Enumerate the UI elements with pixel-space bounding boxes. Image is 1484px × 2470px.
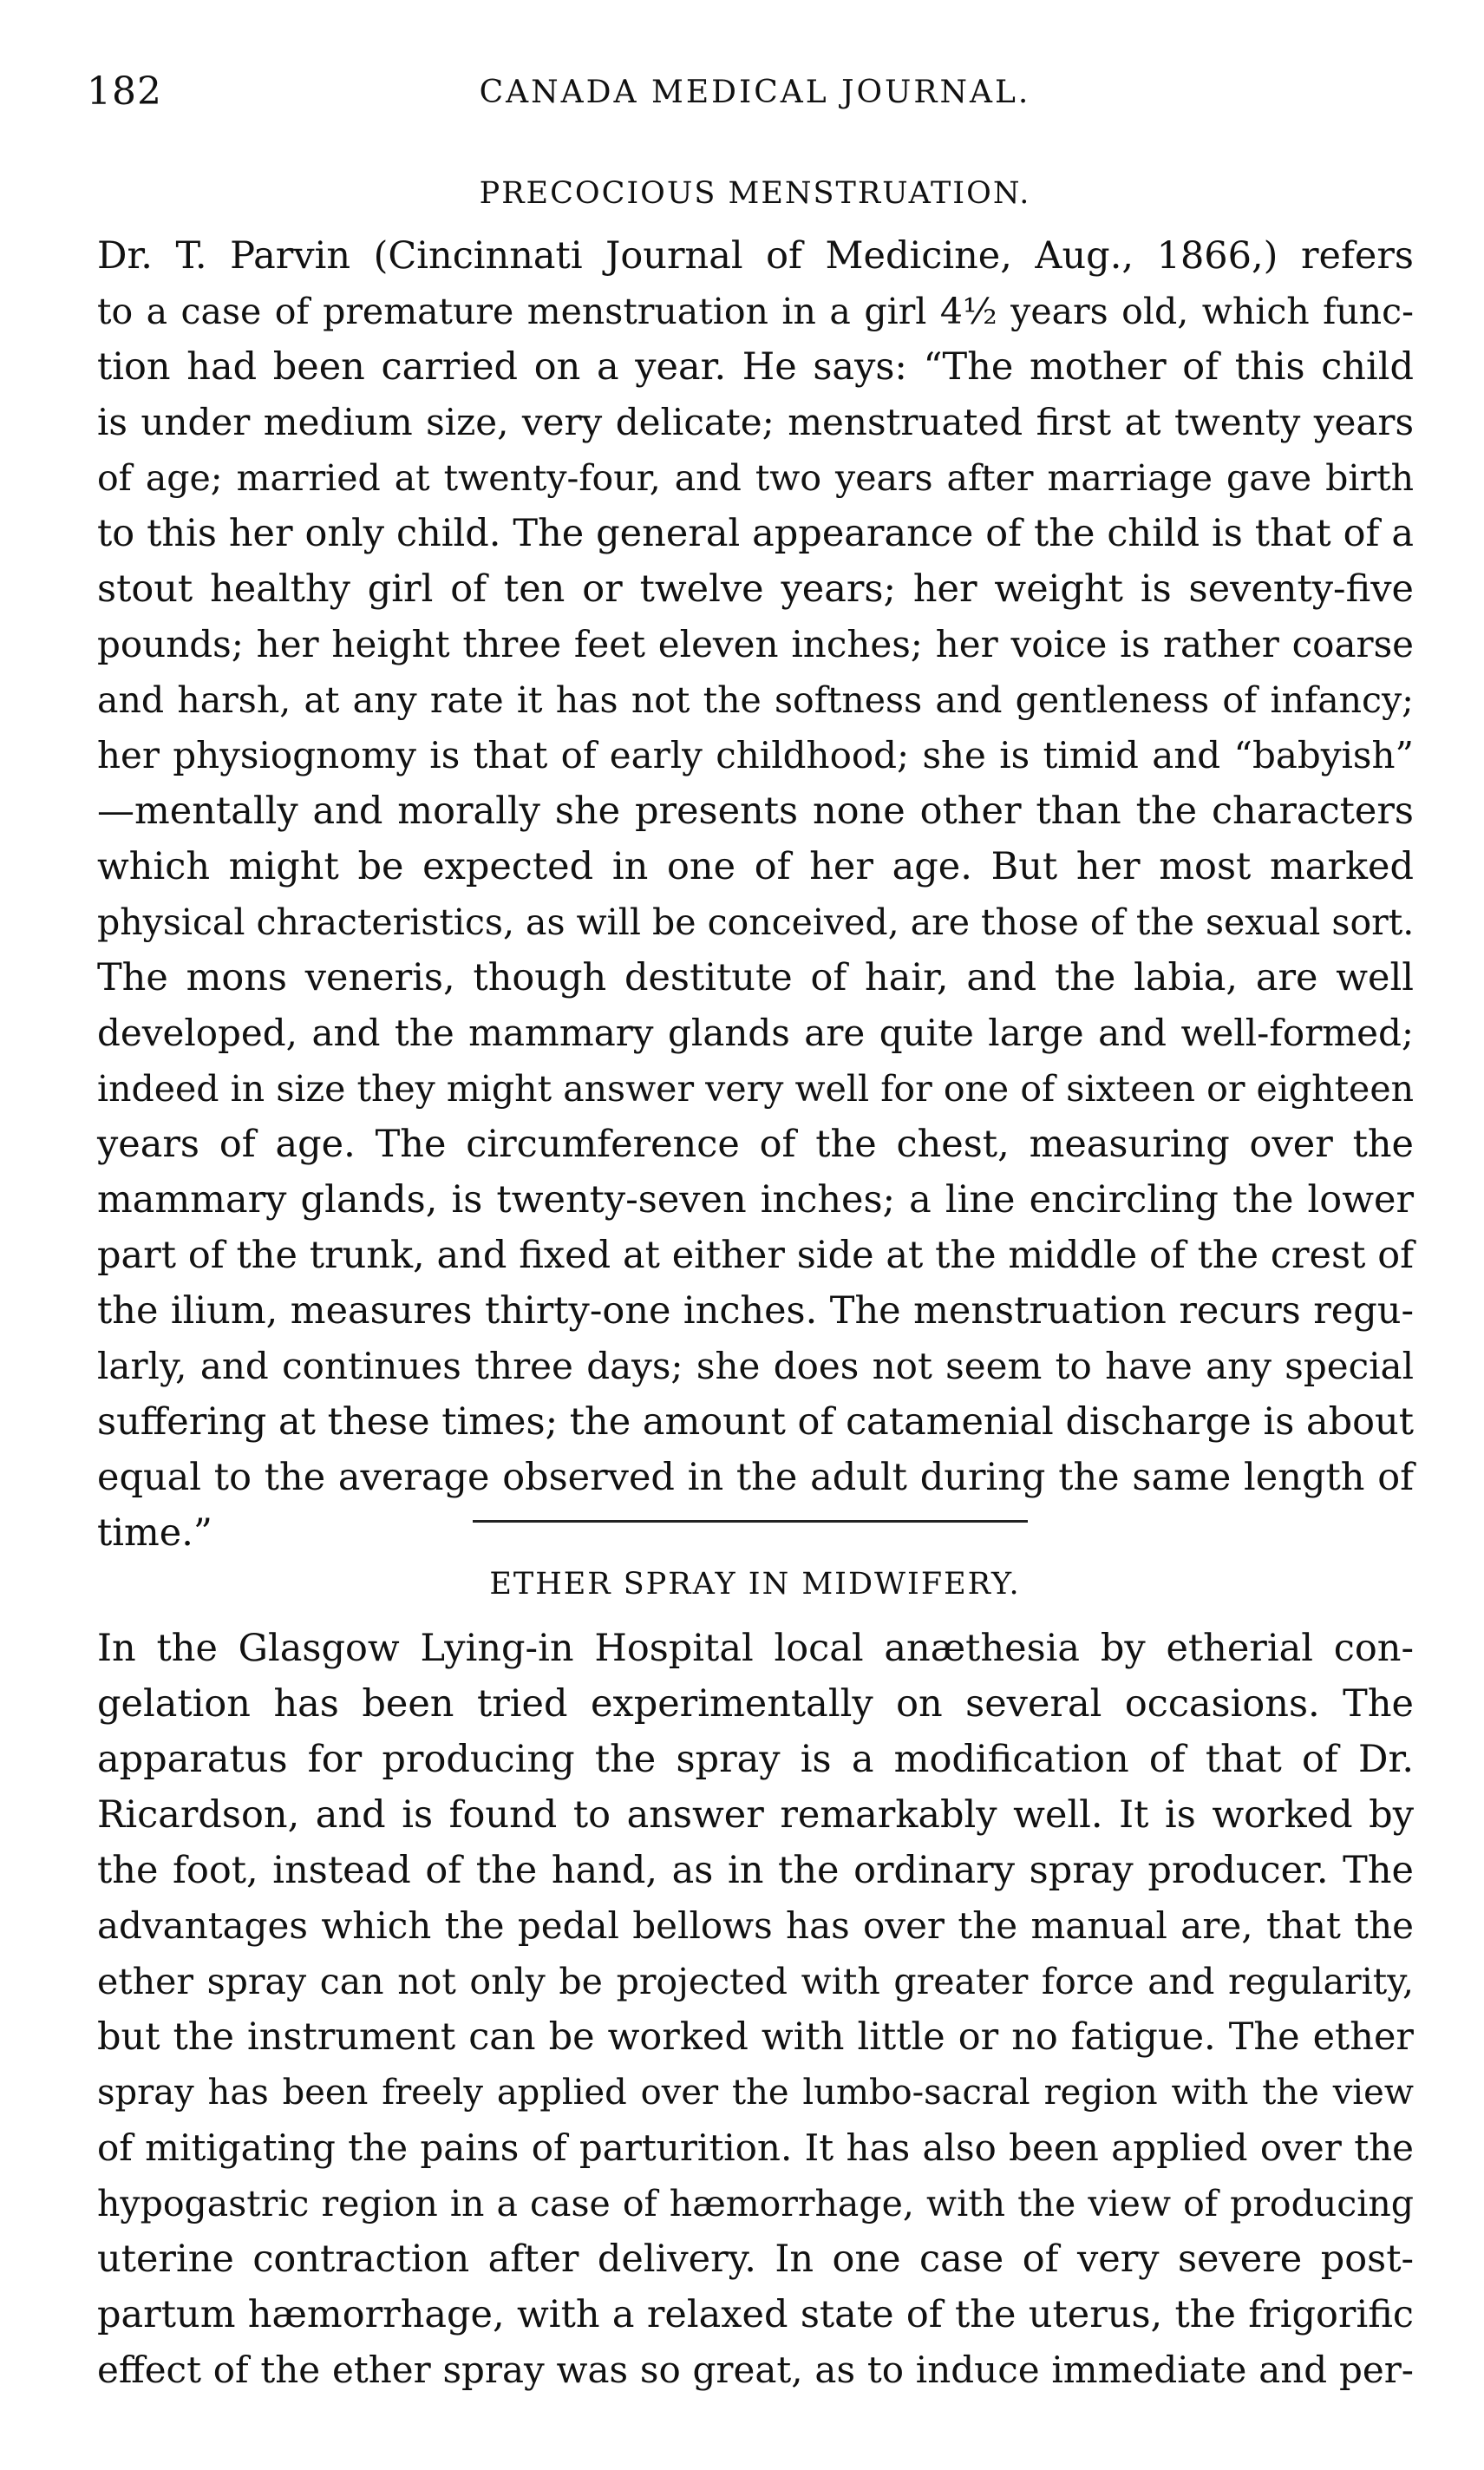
text-line: part of the trunk, and fixed at either side at the middle of the crest of (97, 1234, 1414, 1277)
text-line: partum hæmorrhage, with a relaxed state of the uterus, the frigorific (97, 2293, 1414, 2336)
text-line: spray has been freely applied over the lumbo-sacral region with the view (97, 2073, 1414, 2113)
text-line: In the Glasgow Lying-in Hospital local anæthesia by etherial con- (97, 1627, 1414, 1670)
text-line: physical chracteristics, as will be conceived, are those of the sexual sort. (97, 901, 1415, 943)
text-line: which might be expected in one of her age. But her most marked (97, 845, 1414, 888)
text-line: advantages which the pedal bellows has over the manual are, that the (97, 1904, 1414, 1947)
text-line: developed, and the mammary glands are quite large and well-formed; (97, 1012, 1414, 1054)
text-line: Dr. T. Parvin (Cincinnati Journal of Medicine, Aug., 1866,) refers (97, 234, 1414, 278)
text-line: the foot, instead of the hand, as in the ordinary spray producer. The (97, 1849, 1414, 1892)
text-line: suffering at these times; the amount of catamenial discharge is about (97, 1400, 1414, 1444)
text-line: the ilium, measures thirty-one inches. The menstruation recurs regu- (97, 1289, 1414, 1333)
text-line: to a case of premature menstruation in a girl 4½ years old, which func- (97, 291, 1414, 332)
text-line: larly, and continues three days; she does not seem to have any special (97, 1345, 1414, 1387)
article-body-ether-spray (97, 1621, 1414, 2398)
text-line: and harsh, at any rate it has not the softness and gentleness of infancy; (97, 679, 1414, 721)
section-divider (473, 1520, 1028, 1523)
page-number: 182 (87, 69, 162, 114)
text-line: but the instrument can be worked with little or no fatigue. The ether (97, 2015, 1414, 2059)
text-line: gelation has been tried experimentally on several occasions. The (97, 1682, 1414, 1726)
section-title-ether-spray: ETHER SPRAY IN MIDWIFERY. (489, 1567, 1021, 1602)
text-line: mammary glands, is twenty-seven inches; a line encircling the lower (97, 1178, 1414, 1222)
text-line: The mons veneris, though destitute of hair, and the labia, are well (97, 956, 1414, 999)
article-body-precocious-menstruation (97, 228, 1414, 1561)
text-line: of mitigating the pains of parturition. It has also been applied over the (97, 2126, 1414, 2169)
text-line: indeed in size they might answer very well for one of sixteen or eighteen (97, 1068, 1414, 1110)
text-line: pounds; her height three feet eleven inches; her voice is rather coarse (97, 623, 1414, 665)
text-line: uterine contraction after delivery. In one case of very severe post- (97, 2237, 1414, 2281)
text-line: is under medium size, very delicate; menstruated first at twenty years (97, 401, 1414, 443)
text-line: years of age. The circumference of the chest, measuring over the (97, 1123, 1414, 1166)
text-line: Ricardson, and is found to answer remarkably well. It is worked by (97, 1793, 1414, 1837)
text-line: stout healthy girl of ten or twelve years; her weight is seventy-five (97, 567, 1414, 611)
text-line: apparatus for producing the spray is a modification of that of Dr. (97, 1738, 1414, 1781)
text-line: effect of the ether spray was so great, as to induce immediate and per- (97, 2349, 1414, 2391)
text-line: to this her only child. The general appearance of the child is that of a (97, 512, 1414, 555)
text-line: —mentally and morally she presents none other than the characters (97, 789, 1414, 833)
text-line: her physiognomy is that of early childhood; she is timid and “babyish” (97, 734, 1414, 776)
text-line: tion had been carried on a year. He says: “The mother of this child (97, 345, 1414, 389)
section-title-precocious-menstruation: PRECOCIOUS MENSTRUATION. (479, 176, 1031, 211)
text-line: equal to the average observed in the adult during the same length of (97, 1456, 1414, 1499)
journal-title: CANADA MEDICAL JOURNAL. (479, 75, 1031, 110)
text-line: hypogastric region in a case of hæmorrhage, with the view of producing (97, 2183, 1414, 2224)
running-head (87, 69, 1423, 121)
text-line: of age; married at twenty-four, and two years after marriage gave birth (97, 457, 1414, 499)
text-line: ether spray can not only be projected with greater force and regularity, (97, 1961, 1414, 2002)
text-line: time.” (97, 1511, 212, 1555)
